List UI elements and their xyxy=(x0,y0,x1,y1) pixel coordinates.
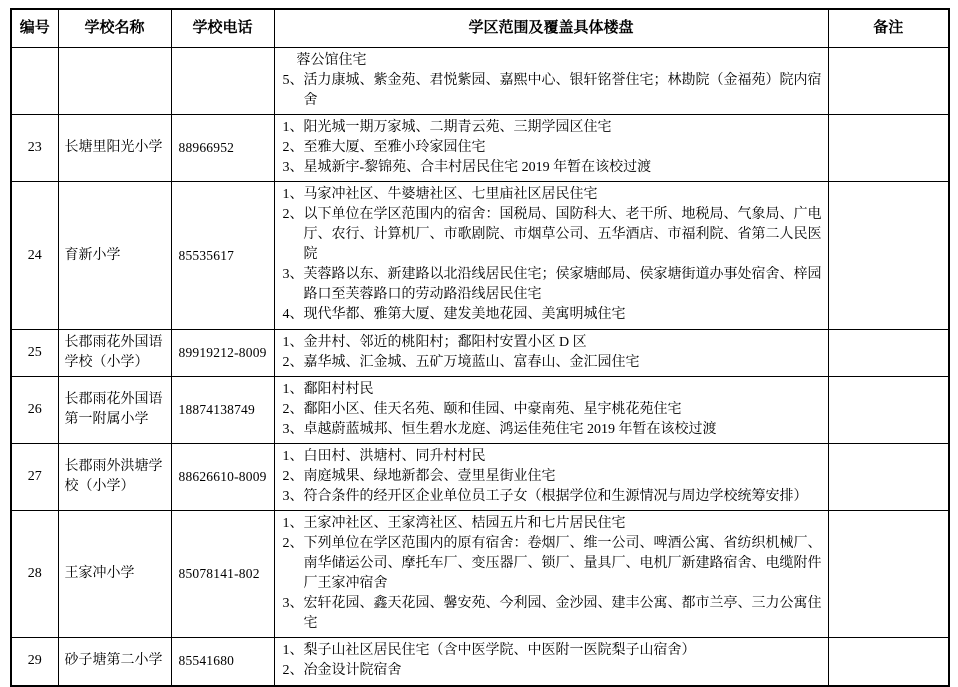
school-district-table xyxy=(10,8,950,687)
district-line: 4、现代华都、雅第大厦、建发美地花园、美寓明城住宅 xyxy=(282,307,626,322)
school-id-cell: 26 xyxy=(11,377,58,444)
remark-cell xyxy=(828,48,949,115)
district-line: 1、王家冲社区、王家湾社区、桔园五片和七片居民住宅 xyxy=(282,516,626,531)
school-phone-cell: 85078141-802 xyxy=(171,511,274,638)
table-row-25 xyxy=(11,330,949,377)
district-line: 3、星城新宇-黎锦苑、合丰村居民住宅 2019 年暂在该校过渡 xyxy=(282,160,652,175)
district-line: 3、芙蓉路以东、新建路以北沿线居民住宅；侯家塘邮局、侯家塘街道办事处宿舍、梓园路口至芙蓉路口的劳动路沿线居民住宅 xyxy=(282,267,822,302)
district-line: 1、金井村、邻近的桃阳村；鄱阳村安置小区 D 区 xyxy=(282,335,587,350)
school-phone-cell: 88966952 xyxy=(171,115,274,182)
district-line: 2、下列单位在学区范围内的原有宿舍：卷烟厂、维一公司、啤酒公寓、省纺织机械厂、南华储运公司、摩托车厂、变压器厂、锁厂、量具厂、电机厂新建路宿舍、电缆附件厂王家冲宿舍 xyxy=(282,536,822,591)
school-name-cell xyxy=(58,48,171,115)
table-row-27 xyxy=(11,444,949,511)
col-header-school-name: 学校名称 xyxy=(58,9,171,48)
remark-cell xyxy=(828,511,949,638)
col-header-remark: 备注 xyxy=(828,9,949,48)
district-line: 2、鄱阳小区、佳天名苑、颐和佳园、中豪南苑、星宇桃花苑住宅 xyxy=(282,402,682,417)
school-name-cell: 育新小学 xyxy=(58,182,171,330)
school-name-cell: 长郡雨外洪塘学校（小学） xyxy=(58,444,171,511)
district-line: 1、鄱阳村村民 xyxy=(282,382,374,397)
district-line: 5、活力康城、紫金苑、君悦紫园、嘉熙中心、银轩铭誉住宅；林勘院（金福苑）院内宿舍 xyxy=(282,73,822,108)
table-row-24 xyxy=(11,182,949,330)
table-row-23 xyxy=(11,115,949,182)
district-line: 2、嘉华城、汇金城、五矿万境蓝山、富春山、金汇园住宅 xyxy=(282,355,640,370)
table-row-26 xyxy=(11,377,949,444)
school-phone-cell: 89919212-8009 xyxy=(171,330,274,377)
table-row-28 xyxy=(11,511,949,638)
school-name-cell: 长塘里阳光小学 xyxy=(58,115,171,182)
district-cell xyxy=(274,638,828,686)
district-line: 1、梨子山社区居民住宅（含中医学院、中医附一医院梨子山宿舍） xyxy=(282,643,696,658)
school-phone-cell: 88626610-8009 xyxy=(171,444,274,511)
school-id-cell xyxy=(11,48,58,115)
district-line: 2、至雅大厦、至雅小玲家园住宅 xyxy=(282,140,486,155)
school-phone-cell: 18874138749 xyxy=(171,377,274,444)
remark-cell xyxy=(828,182,949,330)
district-cell xyxy=(274,330,828,377)
school-name-cell: 砂子塘第二小学 xyxy=(58,638,171,686)
col-header-school-phone: 学校电话 xyxy=(171,9,274,48)
school-district-table-page xyxy=(10,8,948,687)
school-name-cell: 王家冲小学 xyxy=(58,511,171,638)
school-name-cell: 长郡雨花外国语学校（小学） xyxy=(58,330,171,377)
district-cell xyxy=(274,511,828,638)
school-id-cell: 28 xyxy=(11,511,58,638)
school-id-cell: 24 xyxy=(11,182,58,330)
district-cell xyxy=(274,182,828,330)
school-id-cell: 29 xyxy=(11,638,58,686)
school-phone-cell xyxy=(171,48,274,115)
school-id-cell: 25 xyxy=(11,330,58,377)
school-phone-cell: 85535617 xyxy=(171,182,274,330)
school-phone-cell: 85541680 xyxy=(171,638,274,686)
district-line: 2、南庭城果、绿地新都会、壹里星街业住宅 xyxy=(282,469,556,484)
district-line: 3、符合条件的经开区企业单位员工子女（根据学位和生源情况与周边学校统筹安排） xyxy=(282,489,808,504)
school-name-cell: 长郡雨花外国语第一附属小学 xyxy=(58,377,171,444)
district-line: 2、以下单位在学区范围内的宿舍：国税局、国防科大、老干所、地税局、气象局、广电厅、农行、计算机厂、市歌剧院、市烟草公司、五华酒店、市福利院、省第二人民医院 xyxy=(282,207,822,262)
district-line: 2、冶金设计院宿舍 xyxy=(282,663,402,678)
table-row-continuation xyxy=(11,48,949,115)
remark-cell xyxy=(828,444,949,511)
district-cell xyxy=(274,377,828,444)
col-header-id: 编号 xyxy=(11,9,58,48)
district-line: 1、阳光城一期万家城、二期青云苑、三期学园区住宅 xyxy=(282,120,612,135)
district-cell xyxy=(274,444,828,511)
district-line: 3、卓越蔚蓝城邦、恒生碧水龙庭、鸿运佳苑住宅 2019 年暂在该校过渡 xyxy=(282,422,717,437)
district-cell xyxy=(274,48,828,115)
remark-cell xyxy=(828,638,949,686)
school-id-cell: 23 xyxy=(11,115,58,182)
district-cell xyxy=(274,115,828,182)
table-row-29 xyxy=(11,638,949,686)
district-line: 1、白田村、洪塘村、同升村村民 xyxy=(282,449,486,464)
district-line: 蓉公馆住宅 xyxy=(296,53,367,68)
district-line: 1、马家冲社区、牛婆塘社区、七里庙社区居民住宅 xyxy=(282,187,598,202)
remark-cell xyxy=(828,115,949,182)
school-id-cell: 27 xyxy=(11,444,58,511)
col-header-district-range: 学区范围及覆盖具体楼盘 xyxy=(274,9,828,48)
district-line: 3、宏轩花园、鑫天花园、馨安苑、今利园、金沙园、建丰公寓、都市兰亭、三力公寓住宅 xyxy=(282,596,822,631)
remark-cell xyxy=(828,377,949,444)
remark-cell xyxy=(828,330,949,377)
header-row xyxy=(11,9,949,48)
